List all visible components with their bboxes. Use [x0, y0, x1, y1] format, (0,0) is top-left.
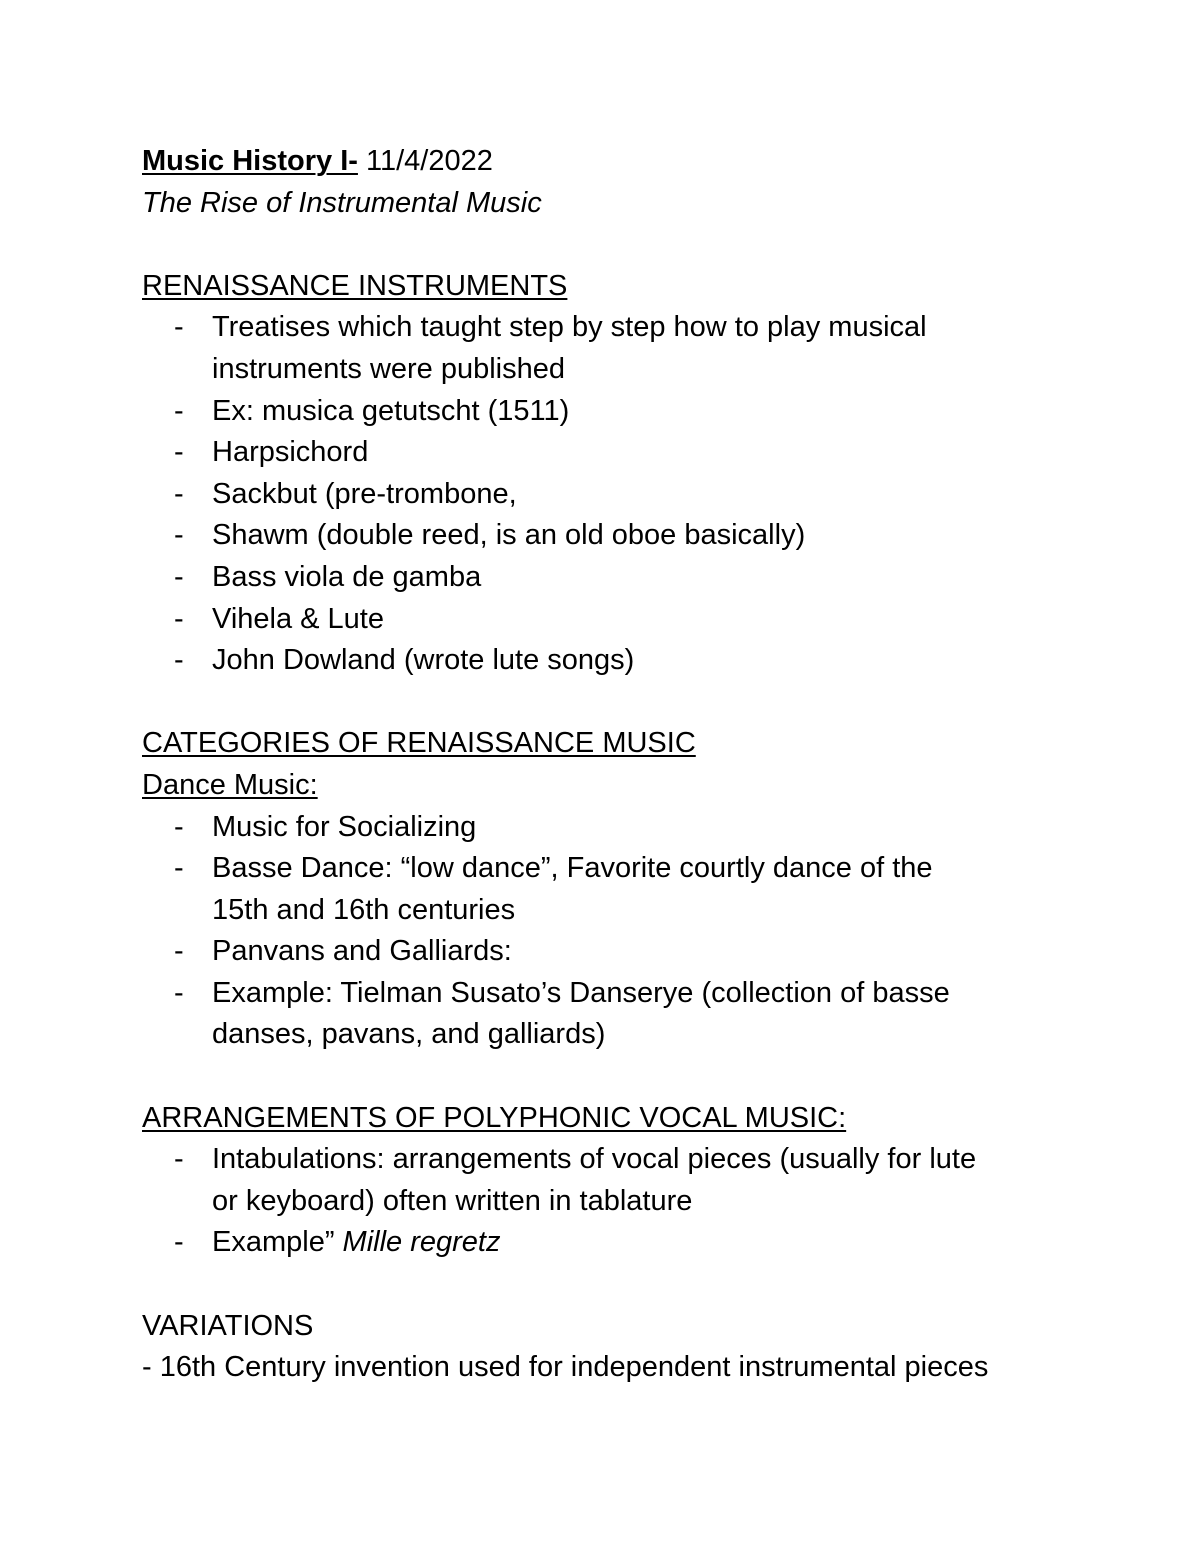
bullet-dash: - — [174, 394, 184, 427]
bullet-dash: - — [174, 519, 184, 552]
list-item — [142, 640, 1102, 682]
example-title: Mille regretz — [342, 1226, 501, 1259]
bullet-dash: - — [174, 436, 184, 469]
list-item-text: Basse Dance: “low dance”, Favorite courtly dance of the — [212, 852, 933, 885]
section-heading-instruments — [142, 266, 1102, 308]
subheading-text: Dance Music: — [142, 768, 318, 801]
list-item-text: Bass viola de gamba — [212, 560, 482, 593]
list-item — [142, 1181, 1102, 1223]
spacer — [142, 224, 1102, 266]
document-subtitle: The Rise of Instrumental Music — [142, 186, 542, 219]
spacer — [142, 682, 1102, 724]
section-heading-categories — [142, 723, 1102, 765]
document-title: Music History I- — [142, 145, 358, 177]
instruments-list — [142, 307, 1102, 681]
document-page — [142, 141, 1102, 1389]
bullet-dash: - — [174, 976, 184, 1009]
list-item-text: danses, pavans, and galliards) — [212, 1018, 606, 1051]
section-heading-variations: VARIATIONS — [142, 1309, 314, 1342]
section-heading-text: CATEGORIES OF RENAISSANCE MUSIC — [142, 727, 696, 760]
section-heading-text: RENAISSANCE INSTRUMENTS — [142, 269, 568, 302]
bullet-dash: - — [174, 311, 184, 344]
list-item-text: Ex: musica getutscht (1511) — [212, 394, 570, 427]
document-date: 11/4/2022 — [366, 145, 493, 177]
list-item — [142, 807, 1102, 849]
list-item — [142, 973, 1102, 1015]
list-item-text: Harpsichord — [212, 436, 369, 469]
bullet-dash: - — [174, 935, 184, 968]
list-item — [142, 848, 1102, 890]
list-item-text: Panvans and Galliards: — [212, 935, 512, 968]
list-item — [142, 474, 1102, 516]
bullet-dash: - — [174, 1143, 184, 1176]
list-item — [142, 307, 1102, 349]
list-item-text: Music for Socializing — [212, 810, 477, 843]
list-item — [142, 515, 1102, 557]
list-item-text: Vihela & Lute — [212, 602, 384, 635]
variations-line: - 16th Century invention used for independent instrumental pieces — [142, 1351, 989, 1384]
list-item-text: Example: Tielman Susato’s Danserye (collection of basse — [212, 976, 950, 1009]
list-item — [142, 599, 1102, 641]
arrangements-list — [142, 1139, 1102, 1222]
list-item-text: 15th and 16th centuries — [212, 893, 516, 926]
section-heading-text: ARRANGEMENTS OF POLYPHONIC VOCAL MUSIC: — [142, 1101, 847, 1134]
list-item-text: Intabulations: arrangements of vocal pieces (usually for lute — [212, 1143, 977, 1176]
title-line — [142, 141, 1102, 183]
list-item-text: instruments were published — [212, 352, 566, 385]
list-item — [142, 1139, 1102, 1181]
list-item — [142, 391, 1102, 433]
list-item — [142, 890, 1102, 932]
example-prefix: Example” — [212, 1226, 343, 1259]
list-item-text: Shawm (double reed, is an old oboe basically) — [212, 519, 806, 552]
list-item-text: Sackbut (pre-trombone, — [212, 477, 517, 510]
list-item-text: John Dowland (wrote lute songs) — [212, 644, 635, 677]
spacer — [142, 1264, 1102, 1306]
list-item — [142, 432, 1102, 474]
list-item — [142, 931, 1102, 973]
list-item — [142, 1014, 1102, 1056]
categories-list — [142, 807, 1102, 1057]
bullet-dash: - — [174, 560, 184, 593]
list-item-example — [142, 1222, 1102, 1264]
list-item — [142, 557, 1102, 599]
spacer — [142, 1056, 1102, 1098]
bullet-dash: - — [174, 644, 184, 677]
bullet-dash: - — [174, 852, 184, 885]
bullet-dash: - — [174, 810, 184, 843]
bullet-dash: - — [174, 1226, 184, 1259]
bullet-dash: - — [174, 477, 184, 510]
list-item-text: or keyboard) often written in tablature — [212, 1184, 693, 1217]
bullet-dash: - — [174, 602, 184, 635]
section-heading-arrangements — [142, 1098, 1102, 1140]
list-item — [142, 349, 1102, 391]
list-item-text: Treatises which taught step by step how to play musical — [212, 311, 927, 344]
subheading-dance-music — [142, 765, 1102, 807]
